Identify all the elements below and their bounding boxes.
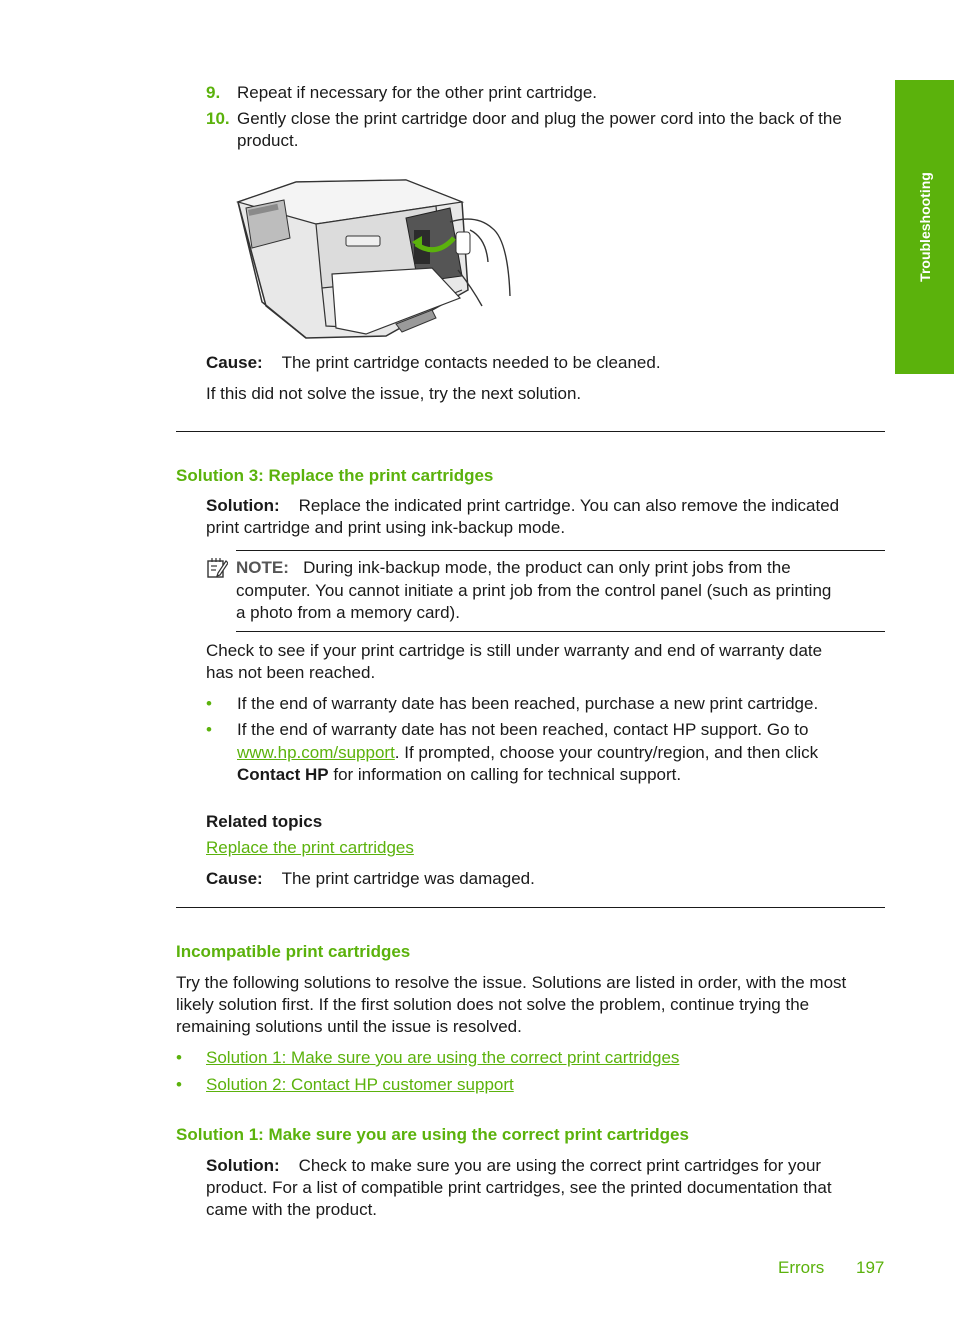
step-9-text: Repeat if necessary for the other print cartridge.	[237, 83, 598, 102]
related-topics-heading: Related topics	[206, 812, 323, 831]
section-divider	[176, 431, 885, 432]
warranty-bullet-2-end: for information on calling for technical support.	[328, 765, 682, 784]
incompatible-line2: likely solution first. If the first solution does not solve the problem, continue trying the	[176, 995, 810, 1014]
cause-text: The print cartridge contacts needed to be cleaned.	[281, 353, 661, 372]
side-tab	[895, 80, 954, 374]
solution-label: Solution:	[206, 1156, 280, 1175]
warranty-line1: Check to see if your print cartridge is still under warranty and end of warranty date	[206, 641, 823, 660]
cause-label: Cause:	[206, 869, 263, 888]
footer-section: Errors	[778, 1258, 825, 1277]
warranty-bullet-2-after-link: . If prompted, choose your country/region, and then click	[394, 743, 819, 762]
note-top-rule	[236, 550, 885, 551]
step-10-text-line1: Gently close the print cartridge door and plug the power cord into the back of the	[237, 109, 842, 128]
incompatible-heading: Incompatible print cartridges	[176, 942, 411, 961]
cause-text: The print cartridge was damaged.	[281, 869, 535, 888]
solution-1-line3: came with the product.	[206, 1200, 378, 1219]
solution-1-line2: product. For a list of compatible print cartridges, see the printed documentation that	[206, 1178, 832, 1197]
solution-1-link[interactable]: Solution 1: Make sure you are using the correct print cartridges	[206, 1048, 680, 1067]
incompatible-line3: remaining solutions until the issue is resolved.	[176, 1017, 522, 1036]
warranty-bullet-2-line3	[237, 764, 681, 786]
bullet-marker: •	[176, 1048, 182, 1067]
cause-paragraph-1	[206, 352, 661, 374]
warranty-line2: has not been reached.	[206, 663, 376, 682]
incompatible-line1: Try the following solutions to resolve the issue. Solutions are listed in order, with the most	[176, 973, 847, 992]
hp-support-link[interactable]: www.hp.com/support	[237, 743, 395, 762]
printer-cartridge-door-illustration	[236, 178, 518, 342]
bullet-marker: •	[176, 1075, 182, 1094]
note-pencil-icon	[206, 557, 228, 579]
solution-3-paragraph	[206, 495, 839, 517]
solution-3-heading: Solution 3: Replace the print cartridges	[176, 466, 494, 485]
step-10-text-line2: product.	[237, 131, 299, 150]
section-divider	[176, 907, 885, 908]
note-line2: computer. You cannot initiate a print job from the control panel (such as printing	[236, 581, 832, 600]
solution-1-heading: Solution 1: Make sure you are using the correct print cartridges	[176, 1125, 689, 1144]
note-line1: During ink-backup mode, the product can only print jobs from the	[303, 558, 791, 577]
warranty-bullet-2-line2	[237, 742, 818, 764]
solution-3-line2: print cartridge and print using ink-backup mode.	[206, 518, 566, 537]
solution-1-paragraph	[206, 1155, 821, 1177]
solution-1-line1: Check to make sure you are using the correct print cartridges for your	[298, 1156, 822, 1175]
step-10-number: 10.	[206, 109, 230, 128]
next-solution-text: If this did not solve the issue, try the next solution.	[206, 384, 582, 403]
solution-3-line1: Replace the indicated print cartridge. You can also remove the indicated	[298, 496, 840, 515]
bullet-marker: •	[206, 720, 212, 739]
side-tab-label: Troubleshooting	[916, 172, 933, 282]
warranty-bullet-2-line1: If the end of warranty date has not been reached, contact HP support. Go to	[237, 720, 809, 739]
cause-paragraph-2	[206, 868, 535, 890]
solution-2-link[interactable]: Solution 2: Contact HP customer support	[206, 1075, 514, 1094]
note-label: NOTE:	[236, 558, 289, 577]
replace-cartridges-link[interactable]: Replace the print cartridges	[206, 838, 414, 857]
footer-page-number: 197	[856, 1258, 885, 1277]
warranty-bullet-1: If the end of warranty date has been reached, purchase a new print cartridge.	[237, 694, 819, 713]
note-line3: a photo from a memory card).	[236, 603, 460, 622]
note-bottom-rule	[236, 631, 885, 632]
step-9-number: 9.	[206, 83, 221, 102]
cause-label: Cause:	[206, 353, 263, 372]
note-paragraph	[236, 557, 791, 579]
solution-label: Solution:	[206, 496, 280, 515]
bullet-marker: •	[206, 694, 212, 713]
contact-hp-text: Contact HP	[237, 765, 329, 784]
